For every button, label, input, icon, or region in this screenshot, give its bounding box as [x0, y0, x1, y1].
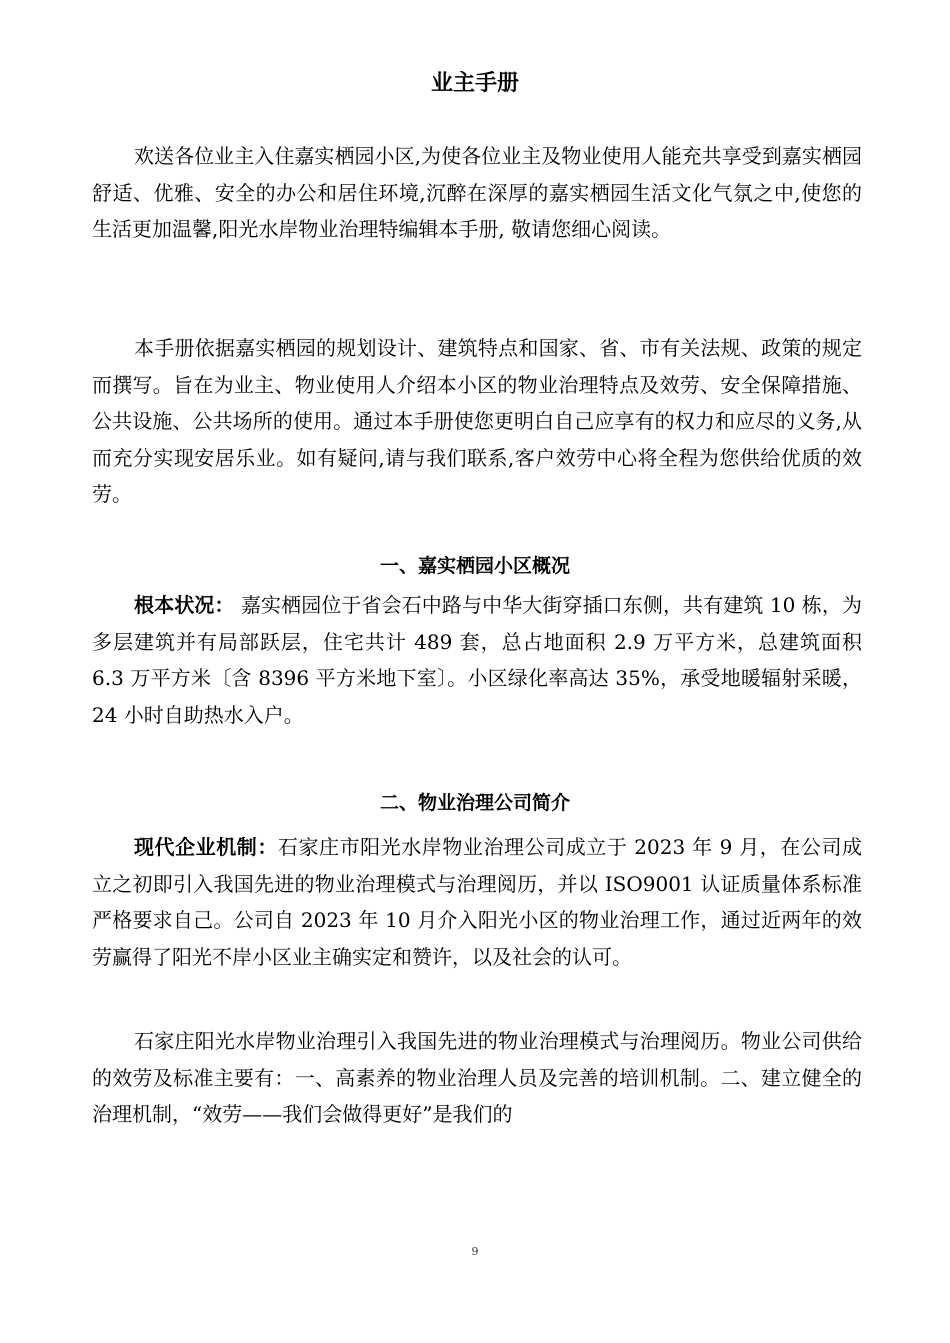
section-2-paragraph-1 [92, 829, 862, 975]
section-2-lead: 现代企业机制： [134, 835, 278, 859]
section-1-text: 嘉实栖园位于省会石中路与中华大街穿插口东侧，共有建筑 10 栋，为多层建筑并有局部跃层，住宅共计 489 套，总占地面积 2.9 万平方米，总建筑面积 6.3 万平方米〔含 8396 平方米地下室〕。小区绿化率高达 35%，承受地暖辐射采暖，24 小时自助热水入户。 [92, 593, 862, 727]
section-1-lead: 根本状况： [134, 593, 235, 617]
section-2-paragraph-2: 石家庄阳光水岸物业治理引入我国先进的物业治理模式与治理阅历。物业公司供给的效劳及标准主要有：一、高素养的物业治理人员及完善的培训机制。二、建立健全的治理机制，“效劳——我们会做得更好”是我们的 [92, 1029, 862, 1126]
intro-paragraph-1: 欢送各位业主入住嘉实栖园小区,为使各位业主及物业使用人能充共享受到嘉实栖园舒适、优雅、安全的办公和居住环境,沉醉在深厚的嘉实栖园生活文化气氛之中,使您的生活更加温馨,阳光水岸物业治理特编辑本手册, 敬请您细心阅读。 [92, 144, 862, 241]
section-1-paragraph [92, 587, 862, 733]
intro-paragraph-2: 本手册依据嘉实栖园的规划设计、建筑特点和国家、省、市有关法规、政策的规定而撰写。旨在为业主、物业使用人介绍本小区的物业治理特点及效劳、安全保障措施、公共设施、公共场所的使用。通过本手册使您更明白自己应享有的权力和应尽的义务,从而充分实现安居乐业。如有疑问,请与我们联系,客户效劳中心将全程为您供给优质的效劳。 [92, 336, 862, 506]
document-title: 业主手册 [430, 71, 519, 96]
section-2-heading: 二、物业治理公司简介 [379, 792, 570, 814]
section-1-heading: 一、嘉实栖园小区概况 [379, 555, 570, 577]
section-2-text: 石家庄市阳光水岸物业治理公司成立于 2023 年 9 月，在公司成立之初即引入我国先进的物业治理模式与治理阅历，并以 ISO9001 认证质量体系标准严格要求自己。公司自 2023 年 10 月介入阳光小区的物业治理工作，通过近两年的效劳赢得了阳光不岸小区业主确实定和赞许，以及社会的认可。 [92, 835, 862, 969]
page-number: 9 [471, 1245, 479, 1258]
